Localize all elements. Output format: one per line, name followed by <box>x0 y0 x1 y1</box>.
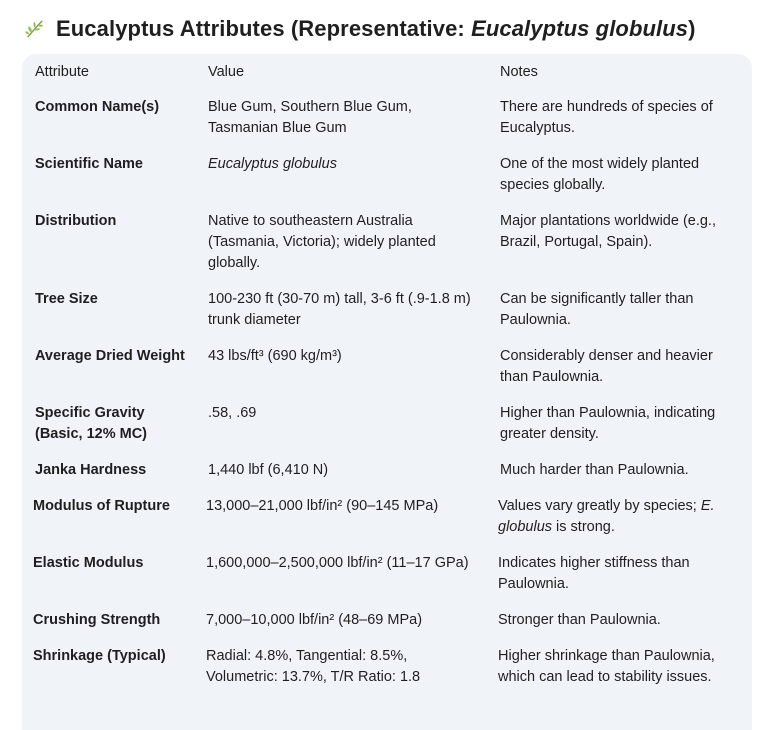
notes-cell: Higher than Paulownia, indicating greater density. <box>500 405 716 442</box>
notes-cell: Much harder than Paulownia. <box>500 462 689 478</box>
notes-cell: Can be significantly taller than Paulownia. <box>500 291 694 328</box>
notes-cell: Higher shrinkage than Paulownia, which can lead to stability issues. <box>498 648 715 685</box>
value-cell: 7,000–10,000 lbf/in² (48–69 MPa) <box>206 612 423 628</box>
attribute-cell: Elastic Modulus <box>33 555 144 571</box>
table-header-row <box>22 54 752 91</box>
value-cell: Native to southeastern Australia (Tasmania, Victoria); widely planted globally. <box>208 213 436 271</box>
value-cell: 100-230 ft (30-70 m) tall, 3-6 ft (.9-1.8 m) trunk diameter <box>208 291 471 328</box>
attribute-cell: Janka Hardness <box>35 462 147 478</box>
attribute-cell: Average Dried Weight <box>35 348 185 364</box>
table-row <box>22 205 752 283</box>
table-row <box>22 640 752 697</box>
table-row <box>22 148 752 205</box>
page-header <box>24 12 696 46</box>
attribute-cell: Tree Size <box>35 291 98 307</box>
table-row <box>22 547 752 604</box>
column-header-attribute: Attribute <box>35 64 89 80</box>
value-cell: 43 lbs/ft³ (690 kg/m³) <box>208 348 342 364</box>
value-cell: 1,440 lbf (6,410 N) <box>208 462 329 478</box>
value-cell: 1,600,000–2,500,000 lbf/in² (11–17 GPa) <box>206 555 469 571</box>
attribute-cell: Distribution <box>35 213 117 229</box>
notes-cell: Stronger than Paulownia. <box>498 612 661 628</box>
attribute-cell: Crushing Strength <box>33 612 161 628</box>
attribute-cell: Shrinkage (Typical) <box>33 648 166 664</box>
value-cell: Radial: 4.8%, Tangential: 8.5%, Volumetric: 13.7%, T/R Ratio: 1.8 <box>206 648 421 685</box>
attribute-cell: Specific Gravity (Basic, 12% MC) <box>35 405 148 442</box>
table-row <box>22 397 752 454</box>
notes-cell: Major plantations worldwide (e.g., Brazil, Portugal, Spain). <box>500 213 716 250</box>
value-cell: 13,000–21,000 lbf/in² (90–145 MPa) <box>206 498 439 514</box>
attribute-cell: Common Name(s) <box>35 99 160 115</box>
notes-cell: Indicates higher stiffness than Paulownia. <box>498 555 690 592</box>
table-row <box>22 604 752 640</box>
leaf-icon <box>24 18 46 40</box>
value-cell: Eucalyptus globulus <box>208 156 337 172</box>
notes-cell: Considerably denser and heavier than Paulownia. <box>500 348 713 385</box>
notes-cell: One of the most widely planted species globally. <box>500 156 700 193</box>
value-cell: Blue Gum, Southern Blue Gum, Tasmanian Blue Gum <box>208 99 412 136</box>
column-header-value: Value <box>208 64 245 80</box>
attributes-table <box>22 54 752 697</box>
table-row <box>22 340 752 397</box>
table-row <box>22 454 752 490</box>
page-title: Eucalyptus Attributes (Representative: Eucalyptus globulus) <box>56 16 696 41</box>
attributes-table-container <box>22 54 752 730</box>
notes-cell: Values vary greatly by species; E. globulus is strong. <box>498 498 715 535</box>
column-header-notes: Notes <box>500 64 538 80</box>
notes-cell: There are hundreds of species of Eucalyptus. <box>500 99 713 136</box>
table-row <box>22 91 752 148</box>
table-row <box>22 283 752 340</box>
table-row <box>22 490 752 547</box>
attribute-cell: Modulus of Rupture <box>33 498 170 514</box>
value-cell: .58, .69 <box>208 405 257 421</box>
attribute-cell: Scientific Name <box>35 156 143 172</box>
